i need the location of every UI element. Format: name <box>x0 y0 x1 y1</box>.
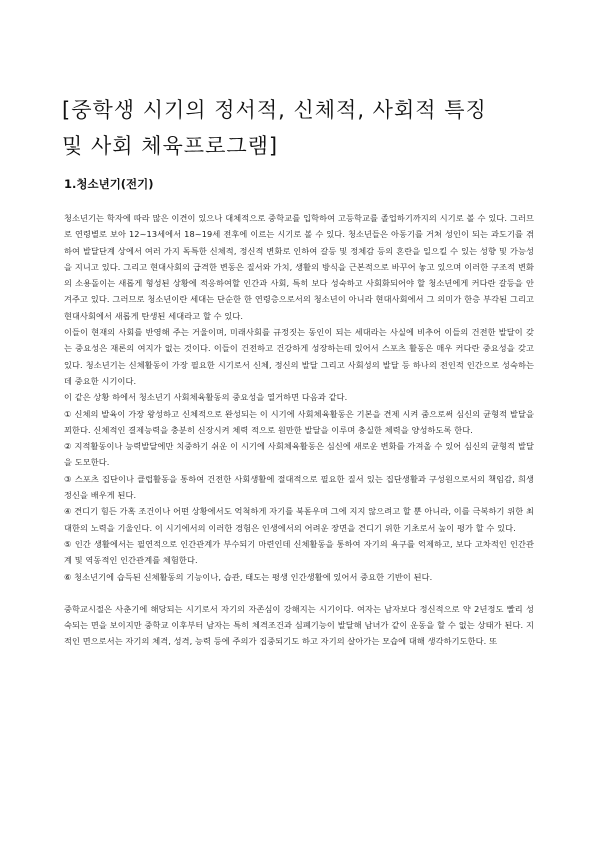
list-item-1: ① 신체의 발육이 가장 왕성하고 신체적으로 완성되는 이 시기에 사회체육활동은 기본을 견제 시켜 줌으로써 심신의 균형적 발달을 꾀한다. 신체적인 결제능력을 충분히 신장시켜 체력 적으로 원만한 발달을 이루며 충실한 체력을 양성하도록 한다. <box>64 408 534 435</box>
paragraph-middle-school: 중학교시절은 사춘기에 해당되는 시기로서 자기의 자존심이 강해지는 시기이다. 여자는 남자보다 정신적으로 약 2년정도 빨리 성숙되는 면을 보이지만 중학교 이후부터 남자는 특히 체격조건과 심폐기능이 발달해 남녀가 같이 운동을 할 수 없는 상태가 된다. 지적인 면으로서는 자기의 체격, 성격, 능력 등에 주의가 집중되기도 하고 자기의 살아가는 모습에 대해 생각하기도한다. 또 <box>64 603 534 647</box>
list-item-2: ② 지적활동이나 능력발달에만 치중하기 쉬운 이 시기에 사회체육활동은 심신에 새로운 변화를 가져올 수 있어 심신의 균형적 발달을 도모한다. <box>64 441 534 468</box>
list-item-5: ⑤ 인간 생활에서는 필연적으로 인간관계가 부수되기 마련인데 신체활동을 통하여 자기의 욕구를 억제하고, 보다 고차적인 인간관계 및 역동적인 인간관계를 체험한다. <box>64 538 534 566</box>
list-item-6: ⑥ 청소년기에 습득된 신체활동의 기능이나, 습관, 태도는 평생 인간생활에 있어서 중요한 기반이 된다. <box>64 571 433 582</box>
title-line-1: [중학생 시기의 정서적, 신체적, 사회적 특징 <box>62 98 487 122</box>
body-text <box>64 210 534 650</box>
list-item-3: ③ 스포츠 집단이나 클럽활동을 통하여 건전한 사회생활에 절대적으로 필요한 질서 있는 집단생활과 구성원으로서의 책임감, 희생정신을 배우게 된다. <box>64 473 534 501</box>
document-title <box>62 92 542 164</box>
paragraph-intro: 청소년기는 학자에 따라 많은 이견이 있으나 대체적으로 중학교를 입학하여 고등학교를 졸업하기까지의 시기로 볼 수 있다. 그러므로 연령별로 보아 12~13세에서 18~19세 전후에 이르는 시기로 볼 수 있다. 청소년들은 아동기를 거쳐 성인이 되는 과도기를 겪하여 발달단계 상에서 여러 가지 독특한 신체적, 정신적 변화로 인하여 갈등 및 정체감 등의 혼란을 일으킬 수 있는 성향 및 가능성을 지니고 있다. 그리고 현대사회의 급격한 변동은 질서와 가치, 생활의 방식을 근본적으로 바꾸어 놓고 있으며 이러한 구조적 변화의 소용돌이는 새롭게 형성된 상황에 적응하여할 인간과 사회, 특히 보다 성숙하고 사회화되어야 할 청소년에게 커다란 갈등을 안겨주고 있다. 그러므로 청소년이란 세대는 단순한 한 연령층으로서의 청소년이 아니라 현대사회에서 그 의미가 한층 부각된 그리고 현대사회에서 새롭게 탄생된 세대라고 할 수 있다. <box>64 213 534 321</box>
section-heading: 1.청소년기(전기) <box>64 177 154 191</box>
title-line-2: 및 사회 체육프로그램] <box>62 134 279 158</box>
list-item-4: ④ 견디기 힘든 가혹 조건이나 어떤 상황에서도 억척하게 자기를 북돋우며 그에 지지 않으려고 할 뿐 아니라, 이를 극복하기 위한 최대한의 노력을 기울인다. 이 시기에서의 이러한 경험은 인생에서의 어려운 장면을 견디기 위한 기초로서 높이 평가 할 수 있다. <box>64 506 534 533</box>
paragraph-importance: 이들이 현재의 사회를 반영해 주는 거울이며, 미래사회를 규정짓는 동인이 되는 세대라는 사실에 비추어 이들의 건전한 발달이 갖는 중요성은 재론의 여지가 없는 것이다. 이들이 건전하고 건강하게 성장하는데 있어서 스포츠 활동은 매우 커다란 중요성을 갖고 있다. 청소년기는 신체활동이 가장 필요한 시기로서 신체, 정신의 발달 그리고 사회성의 발달 등 하나의 전인적 인간으로 성숙하는 데 중요한 시기이다. <box>64 327 534 386</box>
paragraph-list-intro: 이 같은 상황 하에서 청소년기 사회체육활동의 중요성을 열거하면 다음과 같다. <box>64 392 348 403</box>
